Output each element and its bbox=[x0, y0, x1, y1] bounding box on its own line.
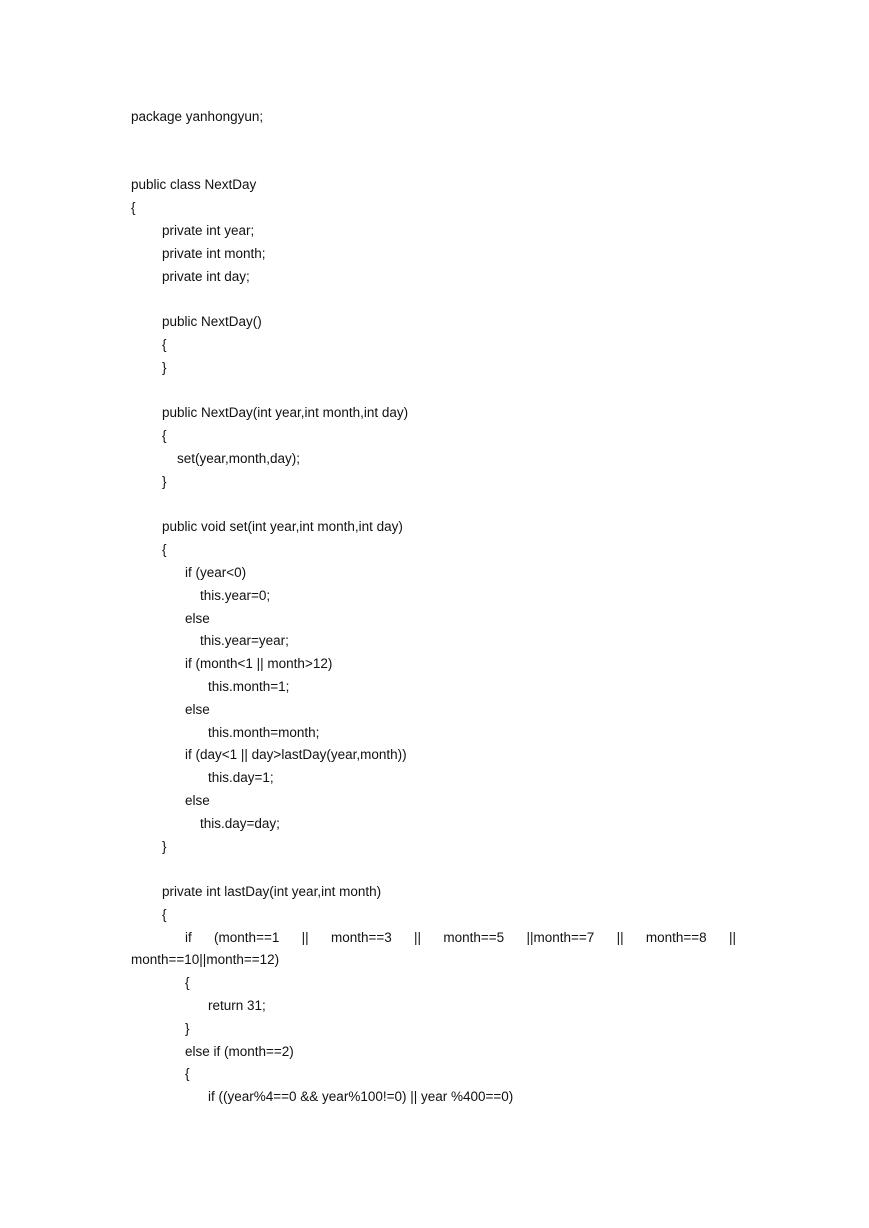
code-token: || bbox=[728, 929, 736, 945]
code-line: if ((year%4==0 && year%100!=0) || year %400==0) bbox=[208, 1089, 514, 1105]
code-token: month==5 bbox=[443, 929, 505, 945]
justified-code-line bbox=[131, 927, 736, 950]
code-line: { bbox=[162, 428, 167, 444]
code-line: else bbox=[185, 701, 210, 717]
code-line: this.month=month; bbox=[208, 724, 320, 740]
code-token: || bbox=[616, 929, 624, 945]
code-line: { bbox=[185, 975, 190, 991]
code-line: { bbox=[131, 200, 136, 216]
code-line: { bbox=[162, 336, 167, 352]
code-line: return 31; bbox=[208, 998, 266, 1014]
code-line: public NextDay() bbox=[162, 314, 262, 330]
code-block bbox=[131, 106, 751, 1109]
code-line: public class NextDay bbox=[131, 177, 257, 193]
blank-line bbox=[131, 288, 751, 311]
blank-line bbox=[131, 380, 751, 403]
blank-line bbox=[131, 858, 751, 881]
code-line: } bbox=[162, 838, 167, 854]
code-line: this.day=day; bbox=[200, 815, 280, 831]
code-line: private int lastDay(int year,int month) bbox=[162, 884, 382, 900]
code-line: month==10||month==12) bbox=[131, 952, 280, 968]
code-line: if (day<1 || day>lastDay(year,month)) bbox=[185, 747, 407, 763]
code-line: private int month; bbox=[162, 245, 266, 261]
code-line: } bbox=[185, 1020, 190, 1036]
blank-line bbox=[131, 129, 751, 175]
code-line: package yanhongyun; bbox=[131, 109, 264, 124]
code-line: this.year=year; bbox=[200, 633, 289, 649]
code-token: if bbox=[185, 929, 192, 945]
code-line: { bbox=[185, 1066, 190, 1082]
code-token: || bbox=[414, 929, 422, 945]
code-token: (month==1 bbox=[214, 929, 280, 945]
blank-line bbox=[131, 494, 751, 517]
code-line: else bbox=[185, 610, 210, 626]
code-line: else if (month==2) bbox=[185, 1043, 294, 1059]
code-line: } bbox=[162, 359, 167, 375]
code-line: else bbox=[185, 792, 210, 808]
code-line: this.day=1; bbox=[208, 770, 274, 786]
code-line: } bbox=[162, 473, 167, 489]
code-line: private int year; bbox=[162, 222, 255, 238]
code-line: this.year=0; bbox=[200, 587, 271, 603]
code-token: || bbox=[301, 929, 309, 945]
code-token: ||month==7 bbox=[526, 929, 595, 945]
code-token: month==3 bbox=[330, 929, 392, 945]
code-line: { bbox=[162, 542, 167, 558]
code-line: if (month<1 || month>12) bbox=[185, 656, 333, 672]
code-token: month==8 bbox=[645, 929, 707, 945]
code-line: private int day; bbox=[162, 268, 250, 284]
code-line: this.month=1; bbox=[208, 678, 290, 694]
code-line: public NextDay(int year,int month,int day) bbox=[162, 405, 409, 421]
code-line: if (year<0) bbox=[185, 564, 247, 580]
code-line: { bbox=[162, 906, 167, 922]
code-line: public void set(int year,int month,int day) bbox=[162, 519, 403, 535]
code-line: set(year,month,day); bbox=[177, 450, 301, 466]
